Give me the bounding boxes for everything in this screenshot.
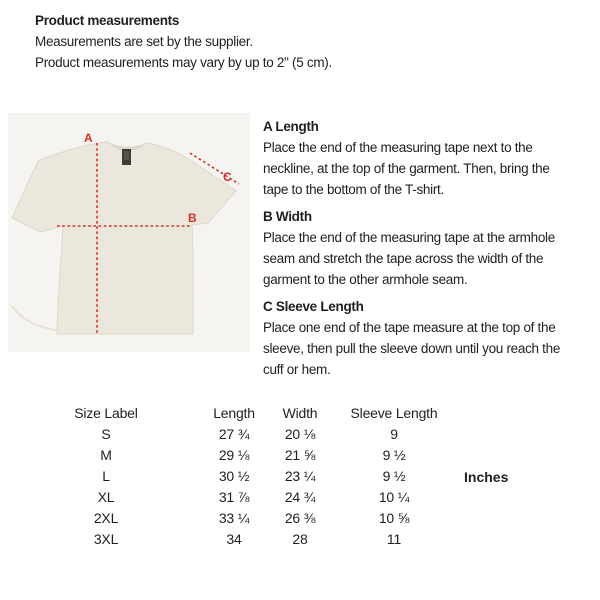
size-label-cell: 2XL <box>93 510 119 526</box>
width-cell: 26 ⅜ <box>284 510 316 526</box>
unit-label: Inches <box>464 469 509 485</box>
length-cell: 34 <box>226 531 242 547</box>
instruction-text-line: sleeve, then pull the sleeve down until you reach the <box>263 341 561 356</box>
sleeve-cell: 9 ½ <box>382 447 406 463</box>
size-table <box>11 403 455 550</box>
instruction-length <box>263 116 593 200</box>
instruction-text-line: tape to the bottom of the T-shirt. <box>263 182 444 197</box>
column-header-sleeve-length: Sleeve Length <box>350 405 438 421</box>
sleeve-cell: 10 ⅝ <box>378 510 410 526</box>
width-cell: 20 ⅛ <box>284 426 316 442</box>
marker-b-label: B <box>188 211 197 225</box>
width-cell: 28 <box>292 531 308 547</box>
instruction-text-line: Place the end of the measuring tape at the armhole <box>263 230 555 245</box>
length-cell: 29 ⅛ <box>218 447 250 463</box>
tshirt-measurement-diagram <box>8 113 250 352</box>
sleeve-cell: 9 <box>390 426 398 442</box>
instruction-text-line: garment to the other armhole seam. <box>263 272 468 287</box>
width-cell: 23 ¼ <box>284 468 316 484</box>
width-cell: 24 ¾ <box>284 489 316 505</box>
length-cell: 31 ⅞ <box>218 489 250 505</box>
length-cell: 33 ¼ <box>218 510 250 526</box>
column-header-length: Length <box>213 405 255 421</box>
neck-tag-inner <box>124 151 129 160</box>
size-label-cell: M <box>100 447 112 463</box>
sleeve-cell: 9 ½ <box>382 468 406 484</box>
size-label-cell: S <box>101 426 111 442</box>
intro-section <box>35 10 455 73</box>
instruction-width-heading: B Width <box>263 209 312 224</box>
instruction-sleeve-length <box>263 296 593 380</box>
instruction-text-line: Place one end of the tape measure at the top of the <box>263 320 556 335</box>
instruction-sleeve-heading: C Sleeve Length <box>263 299 364 314</box>
column-header-size-label: Size Label <box>74 405 138 421</box>
instruction-text-line: Place the end of the measuring tape next to the <box>263 140 533 155</box>
size-label-cell: L <box>102 468 110 484</box>
instruction-text-line: neckline, at the top of the garment. Then, bring the <box>263 161 550 176</box>
intro-line-2: Product measurements may vary by up to 2" (5 cm). <box>35 55 332 70</box>
length-cell: 27 ¾ <box>218 426 250 442</box>
instruction-width <box>263 206 593 290</box>
length-cell: 30 ½ <box>218 468 250 484</box>
instruction-length-heading: A Length <box>263 119 319 134</box>
sleeve-cell: 11 <box>386 531 402 547</box>
marker-c-label: C <box>223 170 232 184</box>
instruction-text-line: seam and stretch the tape across the width of the <box>263 251 544 266</box>
intro-line-1: Measurements are set by the supplier. <box>35 34 253 49</box>
sleeve-cell: 10 ¼ <box>378 489 410 505</box>
size-label-cell: 3XL <box>93 531 119 547</box>
column-header-width: Width <box>282 405 318 421</box>
tshirt-graphic <box>8 113 250 352</box>
width-cell: 21 ⅝ <box>284 447 316 463</box>
page-title: Product measurements <box>35 13 180 28</box>
marker-a-label: A <box>84 131 93 145</box>
instructions-panel <box>263 116 593 386</box>
instruction-text-line: cuff or hem. <box>263 362 331 377</box>
size-label-cell: XL <box>97 489 115 505</box>
